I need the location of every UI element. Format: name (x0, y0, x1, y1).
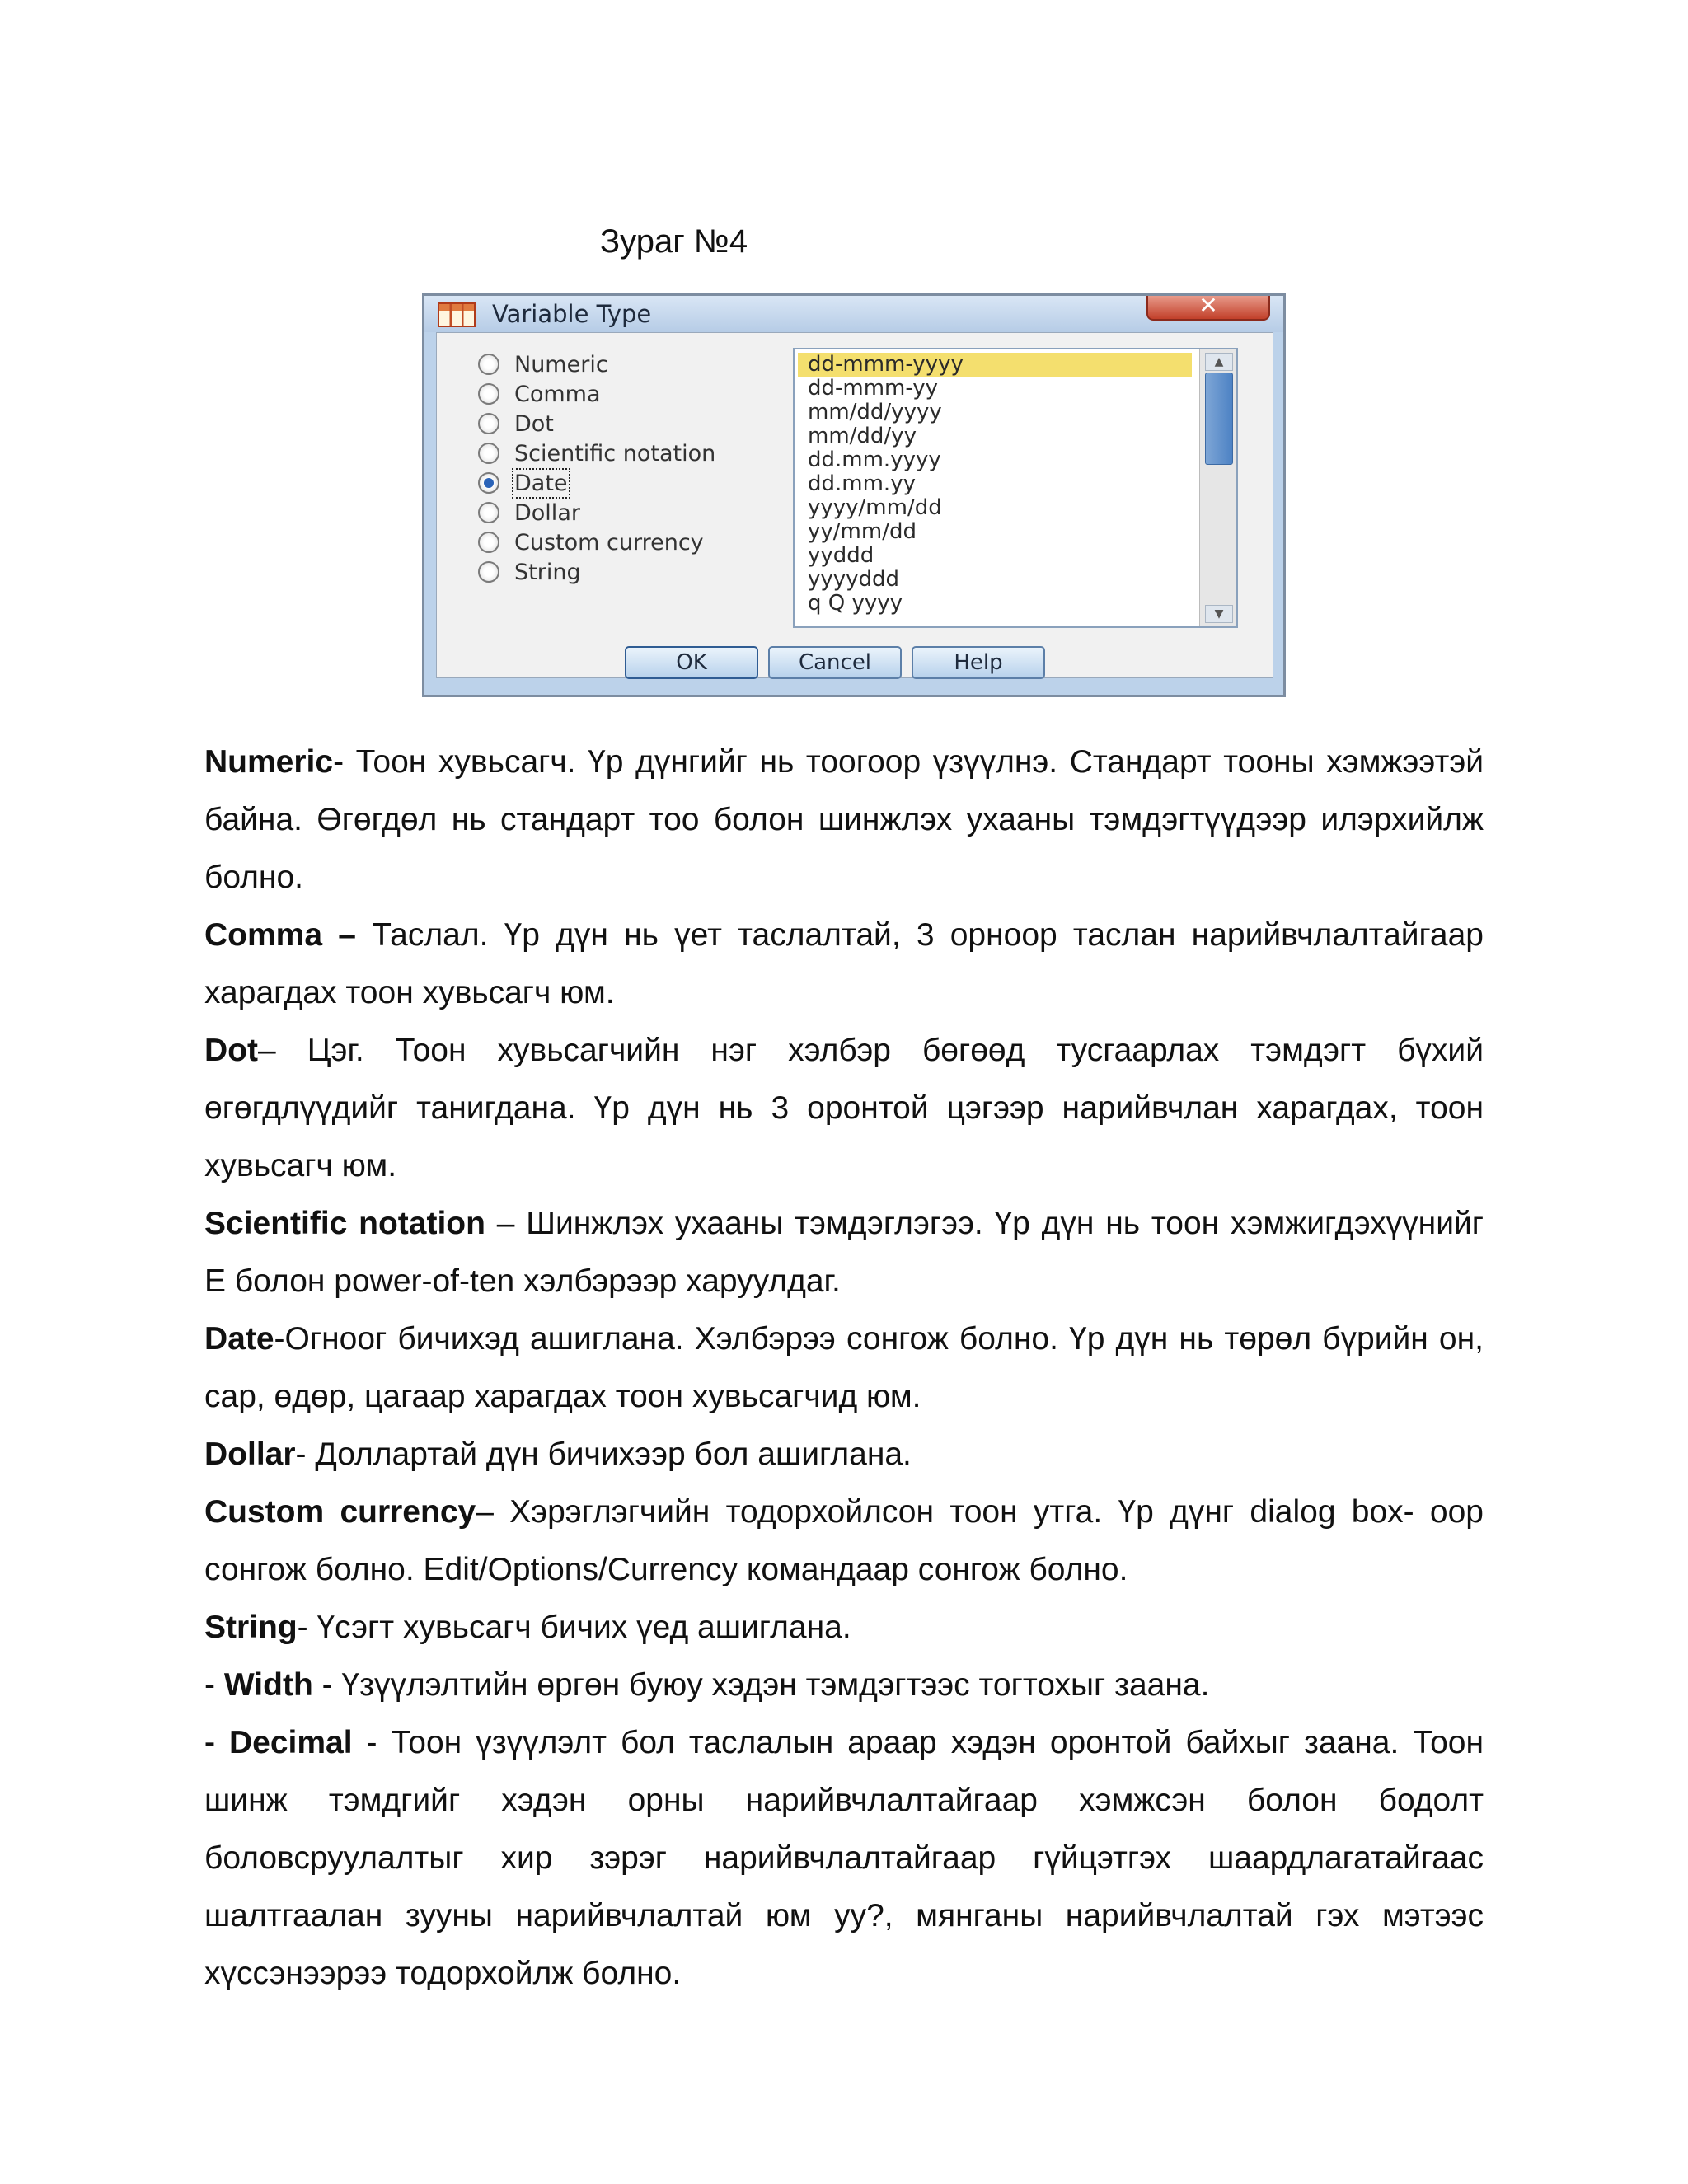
definition-text: – Хэрэглэгчийн тодорхойлсон тоон утга. Үр дүнг dialog box- оор сонгож болно. Edit/Options/Currency командаар сонгож болно. (204, 1494, 1484, 1587)
radio-option-label: String (514, 559, 581, 585)
radio-option[interactable] (478, 527, 715, 557)
radio-unchecked-icon[interactable] (478, 413, 499, 434)
definition-term: Date (204, 1321, 274, 1357)
radio-option[interactable] (478, 349, 715, 379)
format-list-scrollbar[interactable] (1199, 349, 1236, 626)
date-format-item[interactable]: mm/dd/yyyy (808, 400, 942, 424)
date-format-item[interactable]: yy/mm/dd (808, 519, 917, 544)
radio-unchecked-icon[interactable] (478, 561, 499, 583)
radio-option[interactable] (478, 468, 715, 498)
radio-option-label: Date (514, 470, 568, 496)
dialog-client-area (436, 332, 1273, 678)
date-format-item[interactable]: yyyyddd (808, 567, 900, 592)
definition-text: - Үсэгт хувьсагч бичих үед ашиглана. (297, 1610, 851, 1645)
scroll-up-arrow-icon[interactable]: ▲ (1205, 353, 1233, 371)
radio-option-label: Comma (514, 381, 601, 407)
definition-term: Width (223, 1667, 313, 1703)
document-body (204, 733, 1484, 2003)
definition-term: Scientific notation (204, 1206, 485, 1241)
definition-text: – Цэг. Тоон хувьсагчийн нэг хэлбэр бөгөөд тусгаарлах тэмдэгт бүхий өгөгдлүүдийг танигдана. Үр дүн нь 3 оронтой цэгээр нарийвчлан харагдах, тоон хувьсагч юм. (204, 1033, 1484, 1183)
figure-caption: Зураг №4 (600, 223, 748, 260)
date-format-item[interactable]: dd.mm.yyyy (808, 448, 941, 472)
date-format-item[interactable]: dd.mm.yy (808, 471, 916, 496)
date-format-item[interactable]: mm/dd/yy (808, 424, 917, 448)
ok-button[interactable]: OK (625, 646, 758, 679)
radio-unchecked-icon[interactable] (478, 383, 499, 405)
radio-option-label: Numeric (514, 351, 608, 377)
radio-option[interactable] (478, 498, 715, 527)
definition-text: - Тоон үзүүлэлт бол таслалын араар хэдэн оронтой байхыг заана. Тоон шинж тэмдгийг хэдэн орны нарийвчлалтайгаар хэмжсэн болон бодолт боловсруулалтыг хир зэрэг нарийвчлалтайгаар гүйцэтгэх шаардлагатайгаас шалтгаалан зууны нарийвчлалтай юм уу?, мянганы нарийвчлалтай гэх мэтээс хүссэнээрээ тодорхойлж болно. (204, 1725, 1484, 1991)
definition-term: Dot (204, 1033, 258, 1068)
radio-option-label: Dot (514, 410, 554, 437)
dialog-titlebar (424, 292, 1283, 332)
radio-unchecked-icon[interactable] (478, 502, 499, 523)
definition-paragraph (204, 1714, 1484, 2003)
definition-paragraph (204, 733, 1484, 907)
definition-paragraph (204, 1195, 1484, 1310)
date-format-item[interactable]: yyyy/mm/dd (808, 495, 942, 520)
paragraph-prefix: - (204, 1667, 224, 1703)
date-format-item[interactable]: dd-mmm-yyyy (798, 353, 1192, 377)
definition-term: - Decimal (204, 1725, 353, 1760)
radio-option-label: Dollar (514, 499, 580, 526)
definition-paragraph (204, 1657, 1484, 1714)
definition-paragraph (204, 1599, 1484, 1657)
radio-unchecked-icon[interactable] (478, 354, 499, 375)
definition-term: Numeric (204, 744, 334, 780)
radio-unchecked-icon[interactable] (478, 532, 499, 553)
scroll-thumb[interactable] (1205, 373, 1233, 465)
radio-checked-icon[interactable] (478, 472, 499, 494)
definition-text: -Огноог бичихэд ашиглана. Хэлбэрээ сонгож болно. Үр дүн нь төрөл бүрийн он, сар, өдөр, цагаар харагдах тоон хувьсагчид юм. (204, 1321, 1484, 1414)
radio-option-label: Custom currency (514, 529, 704, 555)
cancel-button[interactable]: Cancel (768, 646, 902, 679)
definition-text: – Шинжлэх ухааны тэмдэглэгээ. Үр дүн нь тоон хэмжигдэхүүнийг E болон power-of-ten хэлбэрээр харуулдаг. (204, 1206, 1484, 1299)
close-button[interactable]: ✕ (1146, 296, 1270, 321)
data-grid-icon (438, 302, 476, 327)
variable-type-dialog (422, 293, 1286, 697)
date-format-item[interactable]: dd-mmm-yy (808, 376, 939, 401)
definition-paragraph (204, 1483, 1484, 1599)
definition-text: - Тоон хувьсагч. Үр дүнгийг нь тоогоор үзүүлнэ. Стандарт тооны хэмжээтэй байна. Өгөгдөл нь стандарт тоо болон шинжлэх ухааны тэмдэгтүүдээр илэрхийлж болно. (204, 744, 1484, 895)
radio-option[interactable] (478, 379, 715, 409)
definition-paragraph (204, 1310, 1484, 1426)
definition-term: Custom currency (204, 1494, 476, 1530)
definition-term: Dollar (204, 1436, 296, 1472)
date-format-item[interactable]: q Q yyyy (808, 591, 903, 616)
definition-paragraph (204, 1022, 1484, 1195)
definition-text: - Доллартай дүн бичихээр бол ашиглана. (295, 1436, 912, 1472)
radio-option-label: Scientific notation (514, 440, 716, 466)
help-button[interactable]: Help (912, 646, 1045, 679)
date-format-list[interactable] (793, 348, 1238, 628)
radio-option[interactable] (478, 438, 715, 468)
dialog-title: Variable Type (492, 300, 652, 328)
definition-paragraph (204, 907, 1484, 1022)
variable-type-options (478, 349, 715, 587)
scroll-down-arrow-icon[interactable]: ▼ (1205, 605, 1233, 623)
radio-unchecked-icon[interactable] (478, 443, 499, 464)
definition-term: Comma – (204, 917, 356, 953)
radio-option[interactable] (478, 557, 715, 587)
definition-text: Таслал. Үр дүн нь үет таслалтай, 3 орноор таслан нарийвчлалтайгаар харагдах тоон хувьсагч юм. (204, 917, 1484, 1010)
definition-paragraph (204, 1426, 1484, 1483)
definition-text: - Үзүүлэлтийн өргөн буюу хэдэн тэмдэгтээс тогтохыг заана. (312, 1667, 1210, 1703)
definition-term: String (204, 1610, 298, 1645)
radio-option[interactable] (478, 409, 715, 438)
date-format-item[interactable]: yyddd (808, 543, 874, 568)
